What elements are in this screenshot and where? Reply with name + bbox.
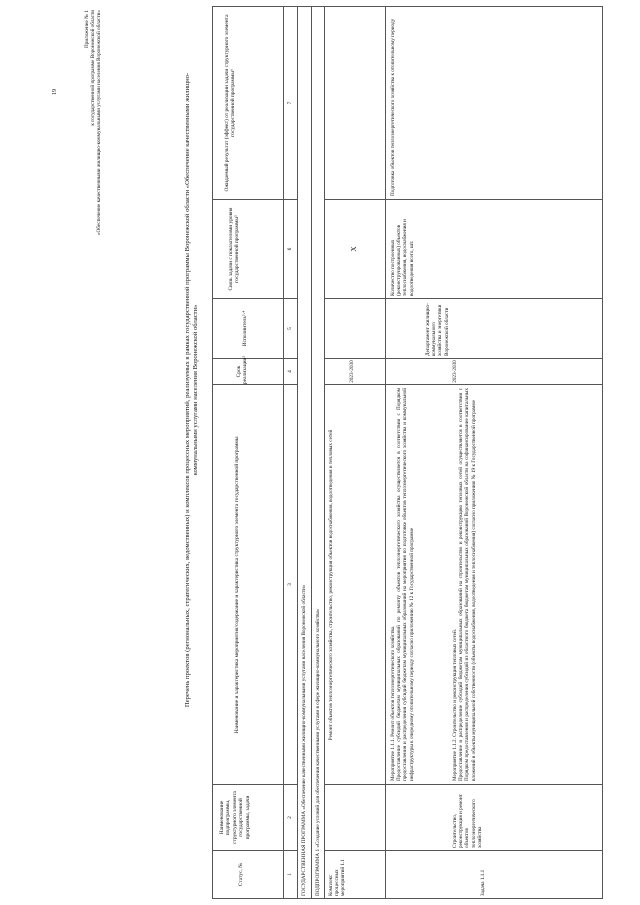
header-executor: Исполнитель³·⁴ <box>242 310 248 347</box>
header-term: Срок реализации² <box>236 356 249 384</box>
measure-1-title: Мероприятие 1.1.1. Ремонт объектов теплоэнергетического хозяйства. <box>390 625 396 781</box>
page-number: 19 <box>52 89 58 95</box>
title-line-2: коммунальными услугами населения Воронежской области» <box>192 304 200 476</box>
col-number-4: 4 <box>287 370 293 373</box>
task-status: Задача 1.1.1 <box>480 869 486 896</box>
complex-term: 2023-2030 <box>349 360 355 383</box>
col-number-3: 3 <box>287 583 293 586</box>
measure-2-text: Предоставление и распределение субсидий бюджетам муниципальных образований на строительство и реконструкцию тепловых сетей осуществляется в соответствии с Порядком предоставления и распределения субсидий из областного бюджета бюджетам муниципальных образований Воронежской области на софинансирование капитальных вложений в объекты муниципальной собственности (объекты водоснабжения, водоотведения и теплоснабжения) согласно приложению № 19 к Государственной программе <box>458 388 477 781</box>
appendix-header <box>84 10 103 315</box>
measure-2-title: Мероприятие 1.1.2. Строительство и реконструкция тепловых сетей. <box>452 628 458 781</box>
col-number-5: 5 <box>287 327 293 330</box>
document-title <box>184 25 201 755</box>
measure-2 <box>452 388 477 781</box>
measure-1-text: Предоставление субсидий бюджетам муниципальных образований по ремонту объектов теплоэнергетического хозяйства осуществляется в соответствии с Порядком предоставления и распределения субсидий бюджетам муниципальных образований на мероприятия по подготовке объектов теплоэнергетического хозяйства и коммунальной инфраструктуры к очередному отопительному периоду согласно приложению № 12 к Государственной программе <box>396 388 415 781</box>
pp-row: ПОДПРОГРАММА 1 «Создание условий для обеспечения качественными услугами в сфере жилищно-коммунального хозяйства» <box>315 608 321 896</box>
col-number-1: 1 <box>287 873 293 876</box>
title-line-1: Перечень проектов (региональных, стратегических, ведомственных) и комплексов процессных мероприятий, реализуемых в рамках государственной программы Воронежской области «Обеспечение качественными жилищно- <box>184 72 191 708</box>
header-status: Статус, № <box>238 862 244 887</box>
task-link: Количество построенных (реконструированных) объектов теплоснабжения, водоснабжения и водоотведения всего, шт. <box>390 219 415 296</box>
task-result: Подготовка объектов теплоэнергетического хозяйства к отопительному периоду <box>390 18 396 196</box>
col-number-2: 2 <box>287 816 293 819</box>
complex-name: Ремонт объектов теплоэнергетического хозяйства, строительство, реконструкция объектов водоснабжения, водоотведения и тепловых сетей <box>328 429 334 741</box>
task-executor: Департамент жилищно-коммунального хозяйства и энергетики Воронежской области <box>425 303 450 356</box>
appendix-line-2: к государственной программе Воронежской области <box>90 10 97 126</box>
complex-link: X <box>350 246 358 252</box>
col-number-7: 7 <box>287 101 293 105</box>
header-characteristic: Наименование и характеристика мероприятия/содержание и характеристика структурного элемента государственной программы <box>234 436 240 734</box>
appendix-line-1: Приложение № 1 <box>84 10 90 48</box>
measure-1 <box>390 388 415 781</box>
task-name: Строительство, реконструкция и ремонт объектов теплоэнергетического хозяйства <box>452 794 483 848</box>
gp-row: ГОСУДАРСТВЕННАЯ ПРОГРАММА «Обеспечение качественными жилищно-коммунальными услугами населения Воронежской области» <box>301 584 307 896</box>
header-link: Связь задачи с показателями уровня государственной программы⁵ <box>228 207 241 291</box>
appendix-line-3: «Обеспечение качественными жилищно-коммунальными услугами населения Воронежской области» <box>96 10 103 236</box>
header-result: Ожидаемый результат (эффект) от реализации задачи структурного элемента государственной программы⁶ <box>224 14 237 192</box>
complex-status: Комплекс процессных мероприятий 1.1 <box>328 859 347 896</box>
col-number-6: 6 <box>287 247 293 251</box>
header-name: Наименование подпрограммы, структурного элемента государственной программы, задачи <box>219 791 251 844</box>
task-term: 2023-2030 <box>452 360 458 383</box>
